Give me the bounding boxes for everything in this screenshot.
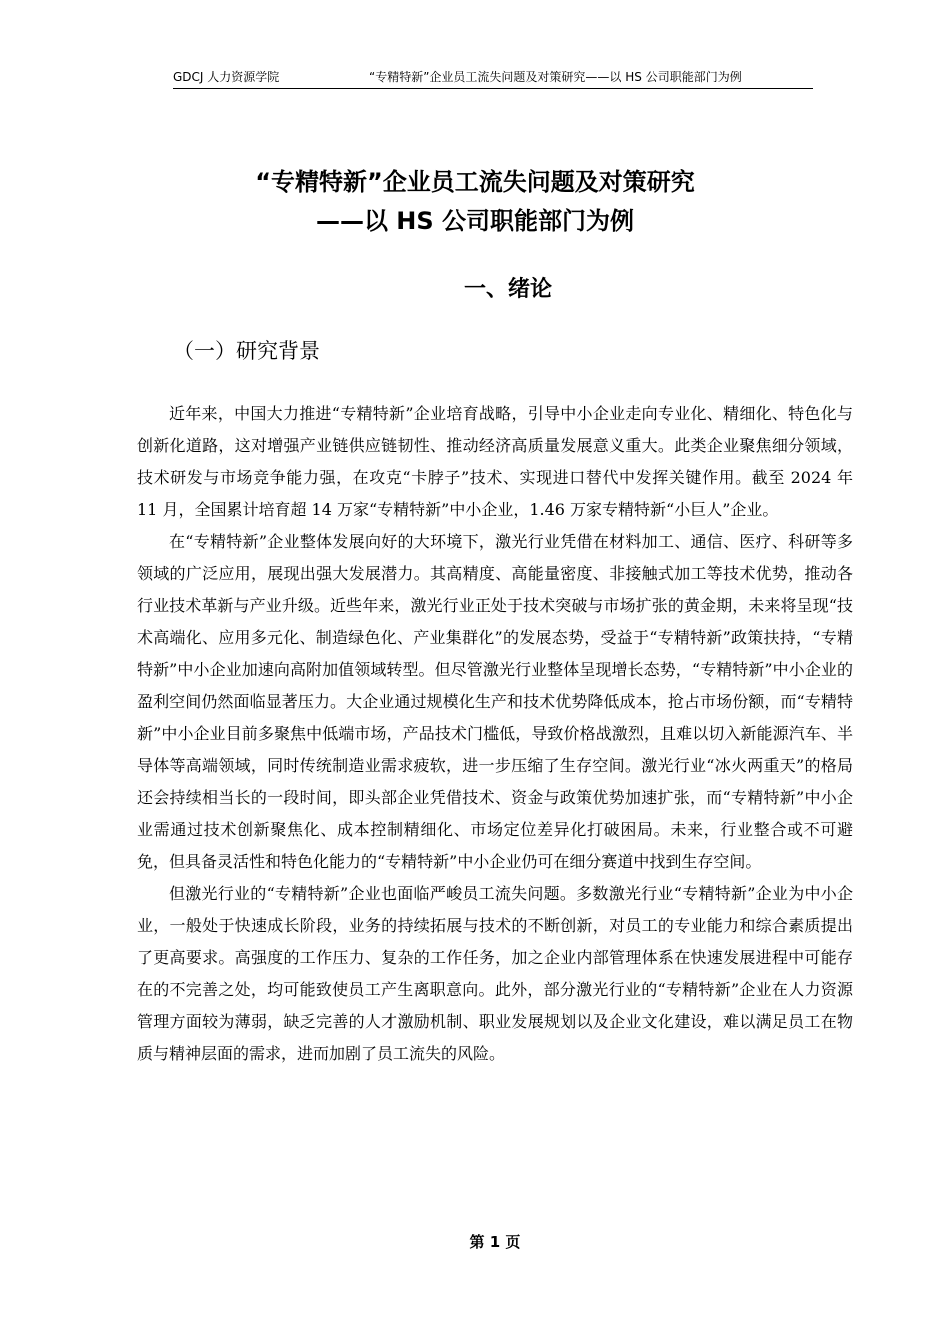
header-divider: [173, 88, 813, 89]
section-heading: 一、绪论: [463, 277, 552, 302]
header-paper-title: “专精特新”企业员工流失问题及对策研究——以 HS 公司职能部门为例: [369, 70, 742, 84]
header-institution: GDCJ 人力资源学院: [173, 70, 280, 84]
paper-title-line-2: ——以 HS 公司职能部门为例: [315, 207, 635, 235]
paper-title-line-1: “专精特新”企业员工流失问题及对策研究: [255, 168, 695, 196]
paragraph: 在“专精特新”企业整体发展向好的大环境下，激光行业凭借在材料加工、通信、医疗、科研等多领域的广泛应用，展现出强大发展潜力。其高精度、高能量密度、非接触式加工等技术优势，推动各行业技术革新与产业升级。近些年来，激光行业正处于技术突破与市场扩张的黄金期，未来将呈现“技术高端化、应用多元化、制造绿色化、产业集群化”的发展态势，受益于“专精特新”政策扶持，“专精特新”中小企业加速向高附加值领域转型。但尽管激光行业整体呈现增长态势，“专精特新”中小企业的盈利空间仍然面临显著压力。大企业通过规模化生产和技术优势降低成本，抢占市场份额，而“专精特新”中小企业目前多聚焦中低端市场，产品技术门槛低，导致价格战激烈，且难以切入新能源汽车、半导体等高端领域，同时传统制造业需求疲软，进一步压缩了生存空间。激光行业“冰火两重天”的格局还会持续相当长的一段时间，即头部企业凭借技术、资金与政策优势加速扩张，而“专精特新”中小企业需通过技术创新聚焦化、成本控制精细化、市场定位差异化打破困局。未来，行业整合或不可避免，但具备灵活性和特色化能力的“专精特新”中小企业仍可在细分赛道中找到生存空间。: [137, 532, 853, 871]
page-number: 第 1 页: [469, 1233, 521, 1251]
paragraph: 但激光行业的“专精特新”企业也面临严峻员工流失问题。多数激光行业“专精特新”企业为中小企业，一般处于快速成长阶段，业务的持续拓展与技术的不断创新，对员工的专业能力和综合素质提出了更高要求。高强度的工作压力、复杂的工作任务，加之企业内部管理体系在快速发展进程中可能存在的不完善之处，均可能致使员工产生离职意向。此外，部分激光行业的“专精特新”企业在人力资源管理方面较为薄弱，缺乏完善的人才激励机制、职业发展规划以及企业文化建设，难以满足员工在物质与精神层面的需求，进而加剧了员工流失的风险。: [137, 884, 853, 1063]
paragraph: 近年来，中国大力推进“专精特新”企业培育战略，引导中小企业走向专业化、精细化、特色化与创新化道路，这对增强产业链供应链韧性、推动经济高质量发展意义重大。此类企业聚焦细分领域，技术研发与市场竞争能力强，在攻克“卡脖子”技术、实现进口替代中发挥关键作用。截至 2024 年 11 月，全国累计培育超 14 万家“专精特新”中小企业，1.46 万家专精特新“小巨人”企业。: [137, 404, 853, 519]
body-text: [137, 398, 853, 1070]
subsection-heading: （一）研究背景: [173, 339, 320, 363]
